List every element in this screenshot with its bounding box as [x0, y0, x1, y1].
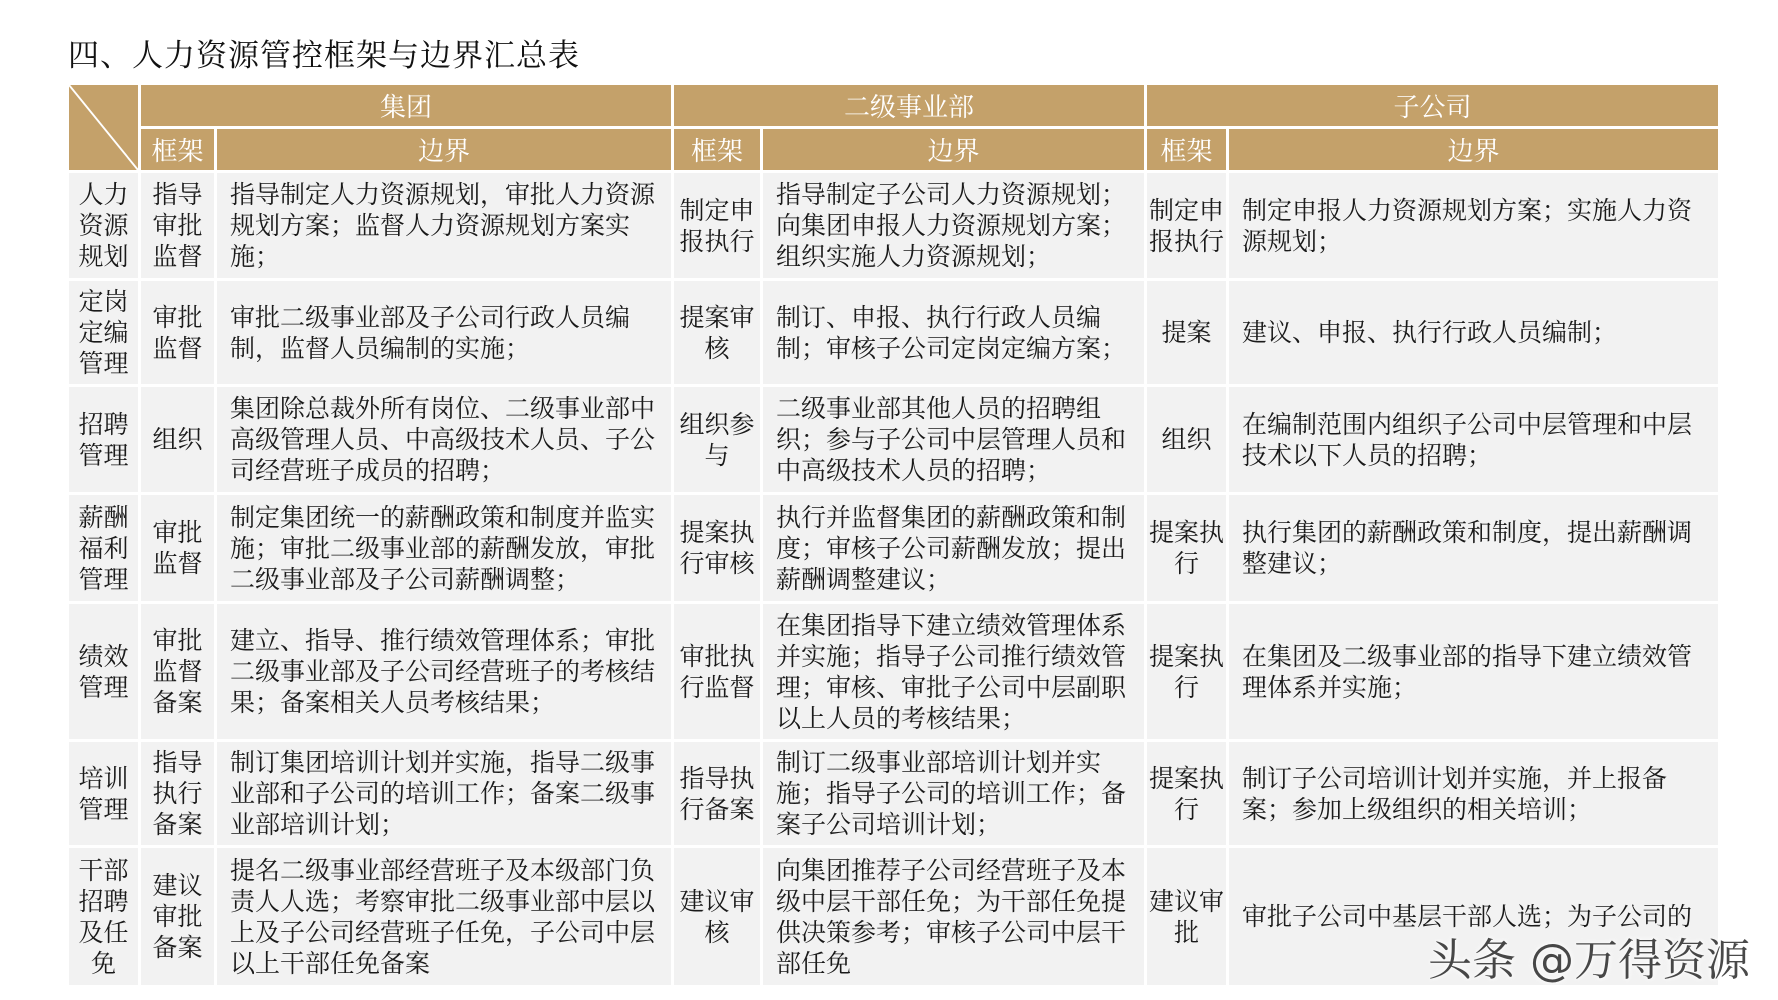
- row-category: 人力资源规划: [69, 173, 141, 281]
- header-boundary: 边界: [1229, 129, 1721, 173]
- table-row: [69, 742, 1721, 848]
- division-boundary: 制订、申报、执行行政人员编制；审核子公司定岗定编方案；: [763, 281, 1147, 387]
- group-boundary: 集团除总裁外所有岗位、二级事业部中高级管理人员、中高级技术人员、子公司经营班子成员的招聘；: [217, 387, 674, 495]
- subsidiary-framework: 提案执行: [1147, 742, 1229, 848]
- row-category: 定岗定编管理: [69, 281, 141, 387]
- subsidiary-boundary: 建议、申报、执行行政人员编制；: [1229, 281, 1721, 387]
- header-framework: 框架: [1147, 129, 1229, 173]
- watermark: 头条 @万得资源: [1428, 935, 1750, 986]
- group-boundary: 审批二级事业部及子公司行政人员编制，监督人员编制的实施；: [217, 281, 674, 387]
- division-boundary: 二级事业部其他人员的招聘组织；参与子公司中层管理人员和中高级技术人员的招聘；: [763, 387, 1147, 495]
- division-framework: 建议审核: [674, 848, 763, 988]
- group-boundary: 制定集团统一的薪酬政策和制度并监实施；审批二级事业部的薪酬发放，审批二级事业部及子公司薪酬调整；: [217, 495, 674, 604]
- group-framework: 审批监督: [141, 281, 217, 387]
- header-group-division: 二级事业部: [674, 85, 1147, 129]
- group-boundary: 提名二级事业部经营班子及本级部门负责人人选；考察审批二级事业部中层以上及子公司经营班子任免，子公司中层以上干部任免备案: [217, 848, 674, 988]
- subsidiary-framework: 提案执行: [1147, 495, 1229, 604]
- header-boundary: 边界: [763, 129, 1147, 173]
- subsidiary-boundary: 在集团及二级事业部的指导下建立绩效管理体系并实施；: [1229, 604, 1721, 742]
- division-framework: 指导执行备案: [674, 742, 763, 848]
- group-boundary: 建立、指导、推行绩效管理体系；审批二级事业部及子公司经营班子的考核结果；备案相关人员考核结果；: [217, 604, 674, 742]
- header-group-jituan: 集团: [141, 85, 674, 129]
- division-framework: 制定申报执行: [674, 173, 763, 281]
- table-row: [69, 281, 1721, 387]
- table-row: [69, 387, 1721, 495]
- group-framework: 审批监督备案: [141, 604, 217, 742]
- subsidiary-boundary: 制订子公司培训计划并实施，并上报备案；参加上级组织的相关培训；: [1229, 742, 1721, 848]
- division-boundary: 执行并监督集团的薪酬政策和制度；审核子公司薪酬发放；提出薪酬调整建议；: [763, 495, 1147, 604]
- row-category: 薪酬福利管理: [69, 495, 141, 604]
- table-row: [69, 604, 1721, 742]
- subsidiary-boundary: 审批子公司中基层干部人选；为子公司的: [1229, 848, 1721, 988]
- subsidiary-framework: 提案执行: [1147, 604, 1229, 742]
- division-boundary: 制订二级事业部培训计划并实施；指导子公司的培训工作；备案子公司培训计划；: [763, 742, 1147, 848]
- header-framework: 框架: [674, 129, 763, 173]
- row-category: 干部招聘及任免: [69, 848, 141, 988]
- corner-cell: [69, 85, 141, 173]
- group-framework: 指导审批监督: [141, 173, 217, 281]
- subsidiary-framework: 建议审批: [1147, 848, 1229, 988]
- row-category: 培训管理: [69, 742, 141, 848]
- header-framework: 框架: [141, 129, 217, 173]
- division-framework: 提案审核: [674, 281, 763, 387]
- row-category: 绩效管理: [69, 604, 141, 742]
- division-boundary: 指导制定子公司人力资源规划；向集团申报人力资源规划方案；组织实施人力资源规划；: [763, 173, 1147, 281]
- group-boundary: 指导制定人力资源规划，审批人力资源规划方案；监督人力资源规划方案实施；: [217, 173, 674, 281]
- division-boundary: 在集团指导下建立绩效管理体系并实施；指导子公司推行绩效管理；审核、审批子公司中层副职以上人员的考核结果；: [763, 604, 1147, 742]
- table-row: [69, 173, 1721, 281]
- group-framework: 指导执行备案: [141, 742, 217, 848]
- group-boundary: 制订集团培训计划并实施，指导二级事业部和子公司的培训工作；备案二级事业部培训计划；: [217, 742, 674, 848]
- subsidiary-boundary: 在编制范围内组织子公司中层管理和中层技术以下人员的招聘；: [1229, 387, 1721, 495]
- subsidiary-framework: 组织: [1147, 387, 1229, 495]
- diagonal-line: [69, 85, 138, 170]
- division-boundary: 向集团推荐子公司经营班子及本级中层干部任免；为干部任免提供决策参考；审核子公司中层干部任免: [763, 848, 1147, 988]
- group-framework: 建议审批备案: [141, 848, 217, 988]
- table-row: [69, 495, 1721, 604]
- page-title: 四、人力资源管控框架与边界汇总表: [68, 38, 580, 74]
- subsidiary-framework: 制定申报执行: [1147, 173, 1229, 281]
- division-framework: 组织参与: [674, 387, 763, 495]
- group-framework: 组织: [141, 387, 217, 495]
- row-category: 招聘管理: [69, 387, 141, 495]
- subsidiary-boundary: 制定申报人力资源规划方案；实施人力资源规划；: [1229, 173, 1721, 281]
- subsidiary-boundary: 执行集团的薪酬政策和制度，提出薪酬调整建议；: [1229, 495, 1721, 604]
- subsidiary-framework: 提案: [1147, 281, 1229, 387]
- group-framework: 审批监督: [141, 495, 217, 604]
- header-boundary: 边界: [217, 129, 674, 173]
- division-framework: 审批执行监督: [674, 604, 763, 742]
- hr-control-table: [69, 85, 1721, 988]
- header-group-subsidiary: 子公司: [1147, 85, 1721, 129]
- division-framework: 提案执行审核: [674, 495, 763, 604]
